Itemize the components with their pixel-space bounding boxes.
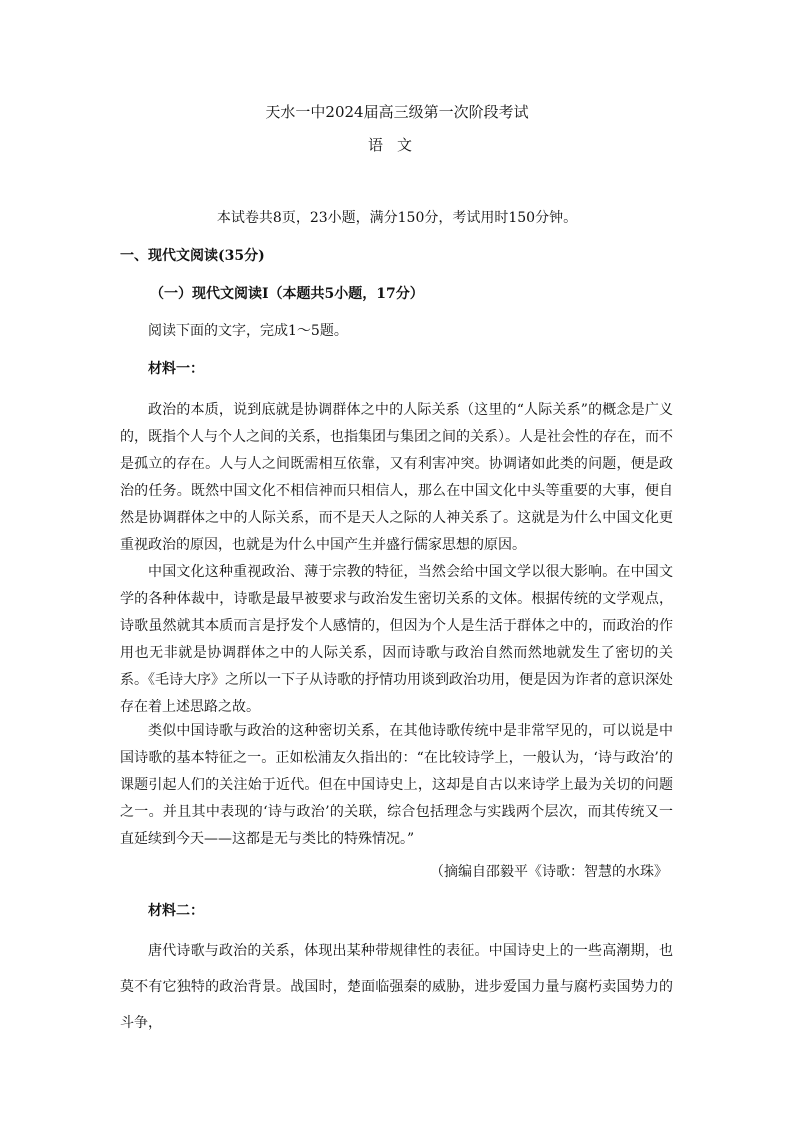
material-one-paragraph-1: 政治的本质，说到底就是协调群体之中的人际关系（这里的“人际关系”的概念是广义的，既指个人与个人之间的关系，也指集团与集团之间的关系）。人是社会性的存在，而不是孤立的存在。人与人之间既需相互依靠，又有利害冲突。协调诸如此类的问题，便是政治的任务。既然中国文化不相信神而只相信人，那么在中国文化中头等重要的大事，便自然是协调群体之中的人际关系，而不是天人之际的人神关系了。这就是为什么中国文化更重视政治的原因，也就是为什么中国产生并盛行儒家思想的原因。	[120, 402, 673, 553]
material-one-source: （摘编自邵毅平《诗歌：智慧的水珠》	[430, 864, 668, 880]
material-two-label: 材料二：	[148, 903, 204, 919]
material-one-paragraph-2: 中国文化这种重视政治、薄于宗教的特征，当然会给中国文学以很大影响。在中国文学的各种体裁中，诗歌是最早被要求与政治发生密切关系的文体。根据传统的文学观点，诗歌虽然就其本质而言是抒发个人感情的，但因为个人是生活于群体之中的，而政治的作用也无非就是协调群体之中的人际关系，因而诗歌与政治自然而然地就发生了密切的关系。《毛诗大序》之所以一下子从诗歌的抒情功用谈到政治功用，便是因为诈者的意识深处存在着上述思路之故。	[120, 564, 673, 715]
material-one-label: 材料一：	[148, 361, 204, 377]
material-two-paragraph-1: 唐代诗歌与政治的关系，体现出某种带规律性的表征。中国诗史上的一些高潮期，也莫不有它独特的政治背景。战国时，楚面临强秦的威胁，进步爱国力量与腐朽卖国势力的斗争，	[120, 943, 673, 1031]
reading-instruction: 阅读下面的文字，完成1～5题。	[148, 323, 348, 339]
exam-info: 本试卷共8页，23小题，满分150分，考试用时150分钟。	[216, 210, 578, 226]
exam-title: 天水一中2024届高三级第一次阶段考试	[265, 103, 529, 121]
material-one-paragraph-3: 类似中国诗歌与政治的这种密切关系，在其他诗歌传统中是非常罕见的，可以说是中国诗歌的基本特征之一。正如松浦友久指出的：“在比较诗学上，一般认为，‘诗与政治’的课题引起人们的关注始于近代。但在中国诗史上，这却是自古以来诗学上最为关切的问题之一。并且其中表现的‘诗与政治’的关联，综合包括理念与实践两个层次，而其传统又一直延续到今天——这都是无与类比的特殊情况。”	[120, 723, 673, 847]
subsection-heading: （一）现代文阅读Ⅰ（本题共5小题，17分）	[150, 286, 424, 302]
section-heading: 一、现代文阅读(35分)	[120, 248, 265, 264]
subject-title: 语文	[367, 136, 426, 154]
